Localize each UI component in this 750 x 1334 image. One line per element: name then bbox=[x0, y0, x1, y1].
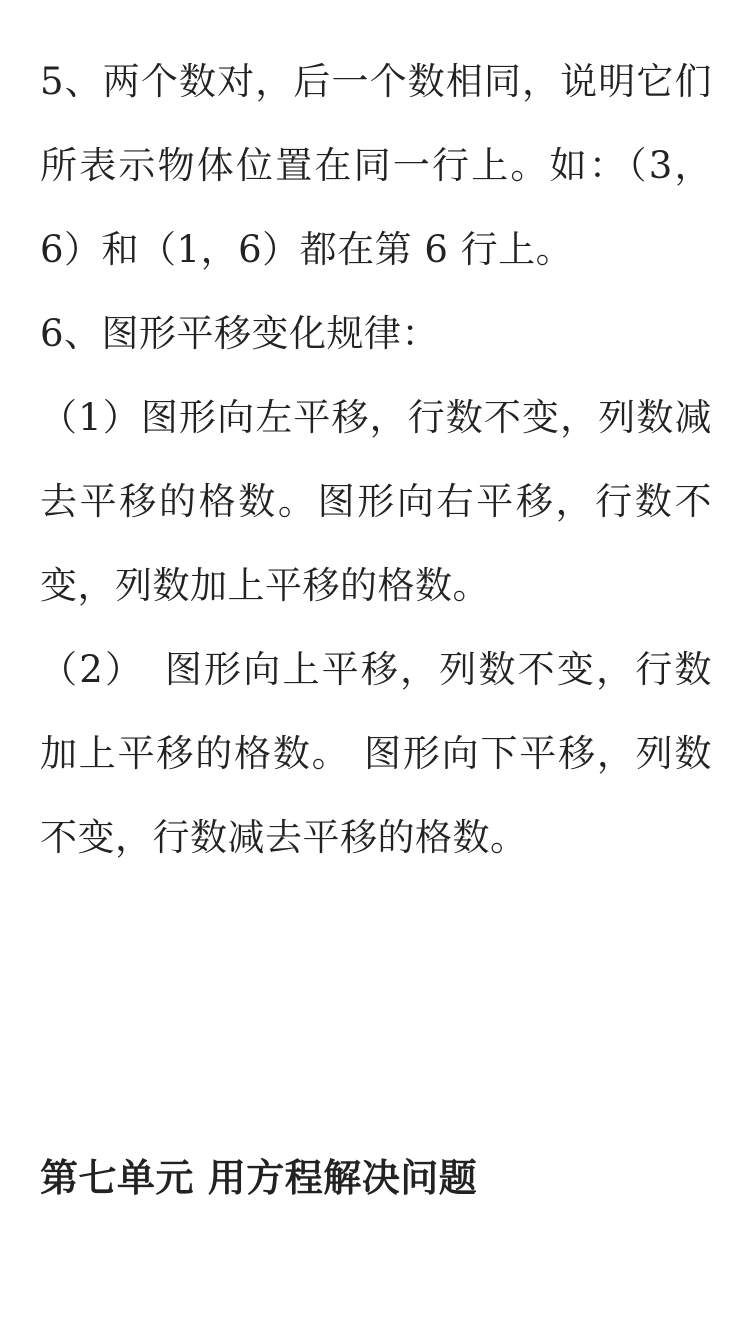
article-body bbox=[40, 40, 712, 880]
section-heading: 第七单元 用方程解决问题 bbox=[40, 1156, 478, 1200]
paragraph-rule-2: （2） 图形向上平移，列数不变，行数加上平移的格数。 图形向下平移，列数不变，行数减去平移的格数。 bbox=[40, 648, 712, 859]
paragraph-point-6-title: 6、图形平移变化规律： bbox=[40, 312, 440, 355]
paragraph-point-5: 5、两个数对，后一个数相同，说明它们所表示物体位置在同一行上。如：（3，6）和（1，6）都在第 6 行上。 bbox=[40, 60, 712, 271]
paragraph-rule-1: （1）图形向左平移，行数不变，列数减去平移的格数。图形向右平移，行数不变，列数加上平移的格数。 bbox=[40, 396, 712, 607]
